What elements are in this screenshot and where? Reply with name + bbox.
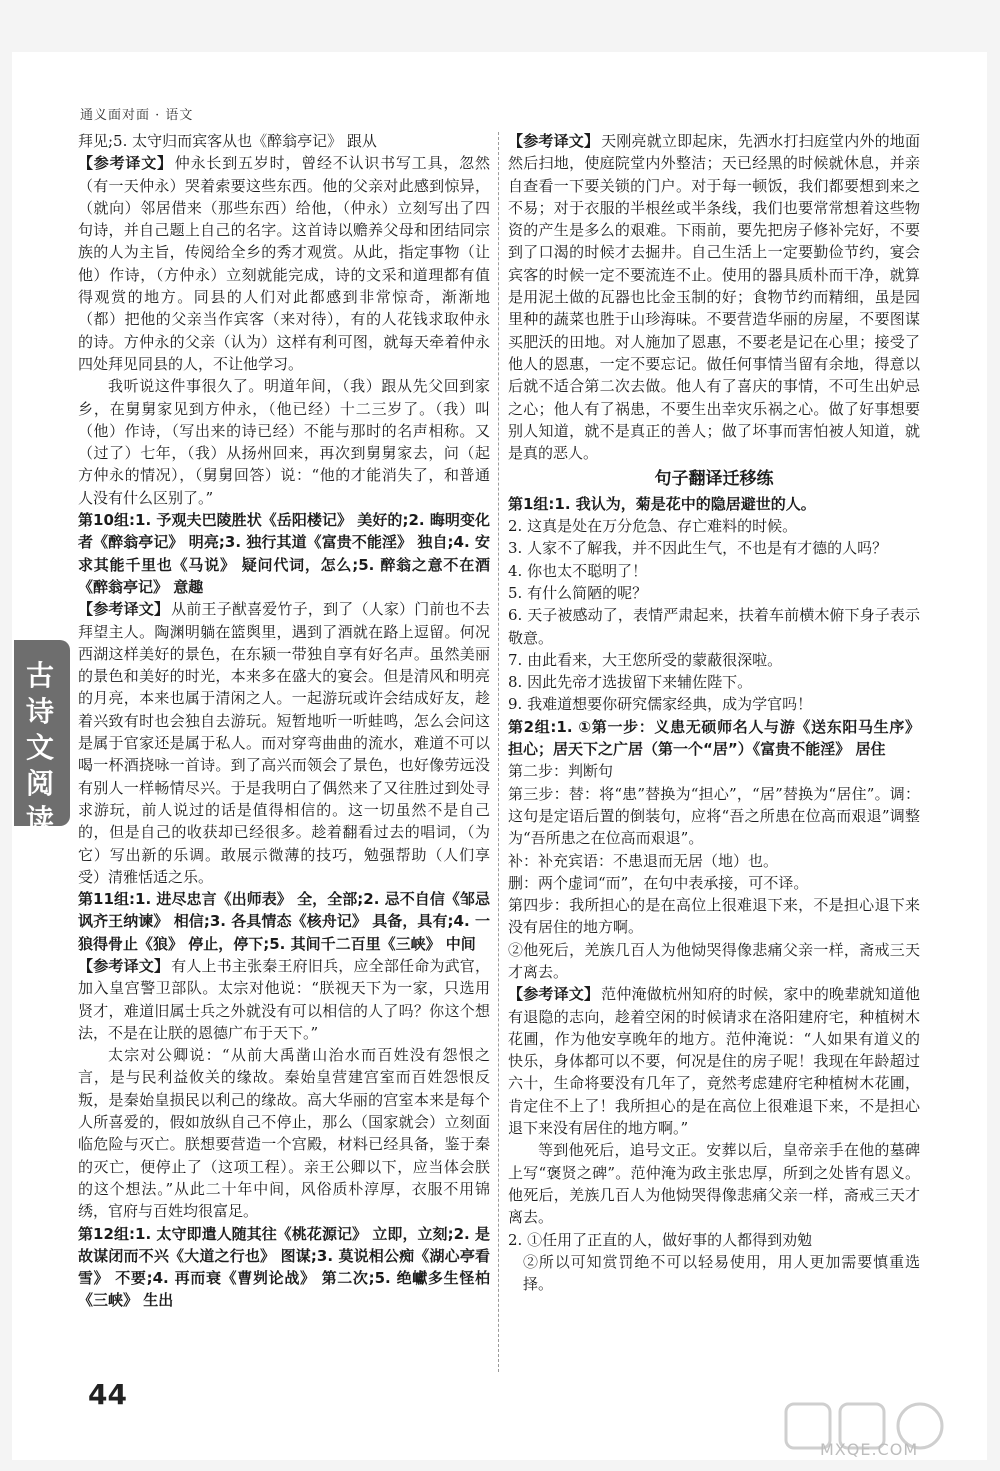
reference-translation-paragraph: [78, 152, 490, 375]
answer-line: 第二步：判断句: [508, 762, 614, 781]
reference-translation-paragraph: [78, 598, 490, 888]
answer-group: 第11组:1. 进尽忠言《出师表》 全，全部;2. 忌不自信《邹忌讽齐王纳谏》 相信;3. 各具情态《核舟记》 具备，具有;4. 一狼得骨止《狼》 停止，停下;5. 其间千二百里《三峡》 中间: [78, 890, 490, 953]
reference-translation-paragraph: [78, 955, 490, 1044]
answer-line: 2. 这真是处在万分危急、存亡难料的时候。: [508, 517, 798, 536]
column-divider: [498, 132, 499, 1372]
paragraph-text: 仲永长到五岁时，曾经不认识书写工具，忽然（有一天仲永）哭着索要这些东西。他的父亲对此感到惊异，（就向）邻居借来（那些东西）给他，（仲永）立刻写出了四句诗，并自己题上自己的名字。这首诗以赡养父母和团结同宗族的人为主旨，传阅给全乡的秀才观赏。从此，指定事物（让他）作诗，（方仲永）立刻就能完成，诗的文采和道理都有值得观赏的地方。同县的人们对此都感到非常惊奇，渐渐地（都）把他的父亲当作宾客（来对待），有的人花钱求取仲永的诗。方仲永的父亲（认为）这样有利可图，就每天牵着仲永四处拜见同县的人，不让他学习。: [78, 154, 490, 373]
paragraph: 我听说这件事很久了。明道年间，（我）跟从先父回到家乡，在舅舅家见到方仲永，（他已经）十二三岁了。（我）叫（他）作诗，（写出来的诗已经）不能与那时的名声相称。又（过了）七年，（我）从扬州回来，再次到舅舅家去，问（起方仲永的情况），（舅舅回答）说：“他的才能消失了，和普通人没有什么区别了。”: [78, 377, 490, 507]
answer-group: 第12组:1. 太守即遣人随其往《桃花源记》 立即，立刻;2. 是故谋闭而不兴《大道之行也》 图谋;3. 莫说相公痴《湖心亭看雪》 不要;4. 再而衰《曹刿论战》 第二次;5. 绝巘多生怪柏《三峡》 生出: [78, 1224, 490, 1310]
page-number: 44: [88, 1378, 127, 1411]
right-column: [508, 130, 920, 1375]
reference-translation-paragraph: [508, 983, 920, 1139]
answer-line: 第三步：替：将“患”替换为“担心”，“居”替换为“居住”。调：这句是定语后置的倒装句，应将“吾之所患在位高而艰退”调整为“吾所患之在位高而艰退”。: [508, 784, 920, 848]
answer-group: 第1组:1. 我认为，菊是花中的隐居避世的人。: [508, 494, 816, 513]
paragraph-text: 范仲淹做杭州知府的时候，家中的晚辈就知道他有退隐的志向，趁着空闲的时候请求在洛阳建府宅，种植树木花圃，作为他安享晚年的地方。范仲淹说：“人如果有道义的快乐，身体都可以不要，何况是住的房子呢！我现在年龄超过六十，生命将要没有几年了，竟然考虑建府宅种植树木花圃，肯定住不上了！我所担心的是在高位上很难退下来，不是担心退下来没有居住的地方啊。”: [508, 985, 920, 1138]
section-heading: 句子翻译迁移练: [654, 469, 774, 490]
answer-line: 2. ①任用了正直的人，做好事的人都得到劝勉: [508, 1230, 813, 1249]
reference-translation-paragraph: [508, 130, 920, 464]
answer-line: 补：补充宾语：不患退而无居（地）也。: [508, 851, 779, 870]
paragraph-text: 有人上书主张秦王府旧兵，应全部任命为武官，加入皇宫警卫部队。太宗对他说：“朕视天下为一家，只选用贤才，难道旧属士兵之外就没有可以相信的人了吗？你这个想法，不是在让朕的恩德广布于天下。”: [78, 956, 490, 1042]
answer-line: 8. 因此先帝才选拔留下来辅佐陛下。: [508, 673, 753, 692]
answer-line: 7. 由此看来，大王您所受的蒙蔽很深啦。: [508, 650, 783, 669]
paragraph-text: 天刚亮就立即起床，先洒水打扫庭堂内外的地面然后扫地，使庭院堂内外整洁；天已经黑的时候就休息，并亲自查看一下要关锁的门户。对于每一顿饭，我们都要想到来之不易；对于衣服的半根丝或半条线，我们也要常常想着这些物资的产生是多么的艰难。下雨前，要先把房子修补完好，不要到了口渴的时候才去掘井。自己生活上一定要勤俭节约，宴会宾客的时候一定不要流连不止。使用的器具质朴而干净，就算是用泥土做的瓦器也比金玉制的好；食物节约而精细，虽是园里种的蔬菜也胜于山珍海味。不要营造华丽的房屋，不要图谋买肥沃的田地。对人施加了恩惠，不要老是记在心里；接受了他人的恩惠，一定不要忘记。做任何事情当留有余地，得意以后就不适合第二次去做。他人有了喜庆的事情，不可生出妒忌之心；他人有了祸患，不要生出幸灾乐祸之心。做了好事想要别人知道，就不是真正的善人；做了坏事而害怕被人知道，就是真的恶人。: [508, 132, 920, 463]
answer-line: 拜见;5. 太守归而宾客从也《醉翁亭记》 跟从: [78, 132, 377, 150]
reference-translation-tag: 【参考译文】: [78, 956, 170, 975]
answer-line: ②所以可知赏罚绝不可以轻易使用，用人更加需要慎重选择。: [523, 1252, 920, 1294]
side-tab-label: 古诗文阅读: [25, 659, 54, 836]
reference-translation-tag: 【参考译文】: [78, 600, 170, 619]
answer-group: 第10组:1. 予观夫巴陵胜状《岳阳楼记》 美好的;2. 晦明变化者《醉翁亭记》 明亮;3. 独行其道《富贵不能淫》 独自;4. 安求其能千里也《马说》 疑问代词，怎么;5. 醉翁之意不在酒《醉翁亭记》 意趣: [78, 511, 490, 596]
reference-translation-tag: 【参考译文】: [508, 985, 600, 1004]
answer-line: 4. 你也太不聪明了！: [508, 561, 648, 580]
left-column: [78, 130, 490, 1375]
watermark-site: MXQE.COM: [820, 1440, 919, 1459]
answer-line: 6. 天子被感动了，表情严肃起来，扶着车前横木俯下身子表示敬意。: [508, 606, 920, 647]
answer-line: 第四步：我所担心的是在高位上很难退下来，不是担心退下来没有居住的地方啊。: [508, 896, 920, 937]
answer-group: 第2组:1. ①第一步：义患无硕师名人与游《送东阳马生序》 担心；居天下之广居（第一个“居”）《富贵不能淫》 居住: [508, 717, 920, 759]
answer-line: 3. 人家不了解我，并不因此生气，不也是有才德的人吗？: [508, 539, 888, 558]
running-header: 通义面对面 · 语文: [80, 108, 194, 123]
answer-line: 9. 我难道想要你研究儒家经典，成为学官吗！: [508, 695, 813, 714]
answer-line: ②他死后，羌族几百人为他恸哭得像悲痛父亲一样，斋戒三天才离去。: [508, 940, 920, 981]
paragraph: 等到他死后，追号文正。安葬以后，皇帝亲手在他的墓碑上写“褒贤之碑”。范仲淹为政主张忠厚，所到之处皆有恩义。他死后，羌族几百人为他恸哭得像悲痛父亲一样，斋戒三天才离去。: [508, 1141, 920, 1227]
reference-translation-tag: 【参考译文】: [78, 154, 173, 173]
paragraph-text: 从前王子猷喜爱竹子，到了（人家）门前也不去拜望主人。陶渊明躺在篮舆里，遇到了酒就在路上逗留。何况西湖这样美好的景色，在东颍一带独自享有好名声。虽然美丽的景色和美好的时光，本来多在盛大的宴会。但是清风和明亮的月亮，本来也属于清闲之人。一起游玩或许会结成好友，趁着兴致有时也会独自去游玩。短暂地听一听蛙鸣，怎么会问这是属于官家还是属于私人。而对穿弯曲曲的流水，难道不可以喝一杯酒挠咏一首诗。到了高兴而领会了景色，也好像劳远没有别人一样畅情尽兴。于是我明白了偶然来了又往胜过到处寻求游玩，前人说过的话是值得相信的。这一切虽然不是自己的，但是自己的收获却已经很多。趁着翻看过去的唱词，（为它）写出新的乐调。敢展示微薄的技巧，勉强帮助（人们享受）清雅恬适之乐。: [78, 600, 490, 886]
paragraph: 太宗对公卿说：“从前大禹凿山治水而百姓没有怨恨之言，是与民利益攸关的缘故。秦始皇营建宫室而百姓怨恨反叛，是秦始皇损民以利己的缘故。高大华丽的宫室本来是每个人所喜爱的，假如放纵自己不停止，那么（国家就会）立刻面临危险与灭亡。朕想要营造一个宫殿，材料已经具备，鉴于秦的灭亡，便停止了（这项工程）。亲王公卿以下，应当体会朕的这个想法。”从此二十年中间，风俗质朴淳厚，衣服不用锦绣，官府与百姓均很富足。: [78, 1046, 490, 1221]
answer-line: 5. 有什么简陋的呢？: [508, 583, 648, 602]
reference-translation-tag: 【参考译文】: [508, 132, 600, 150]
answer-line: 删：两个虚词“而”，在句中表承接，可不译。: [508, 873, 809, 892]
